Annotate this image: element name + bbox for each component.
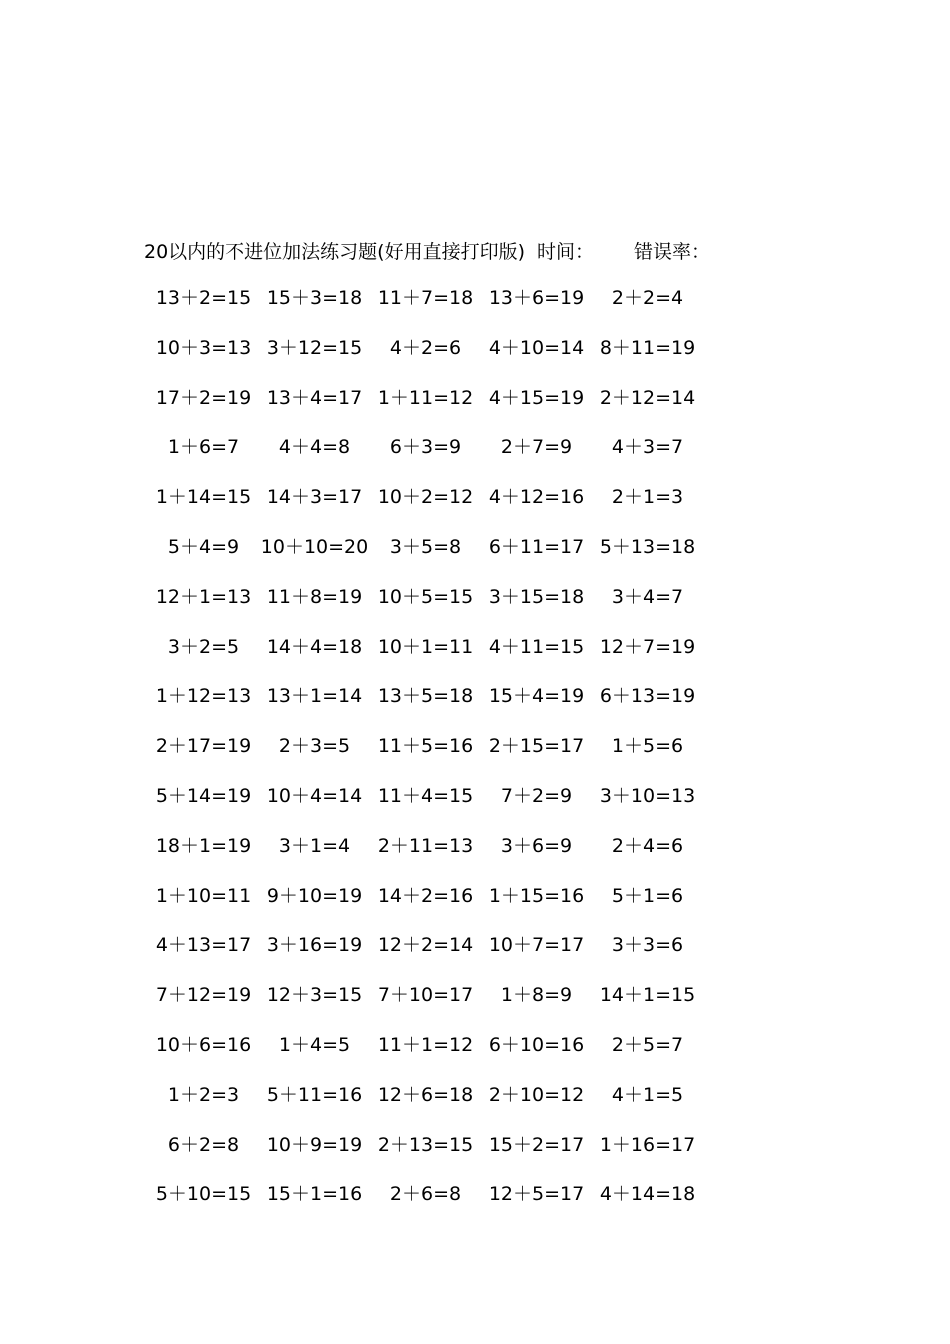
worksheet-title: 20以内的不进位加法练习题(好用直接打印版): [144, 240, 526, 263]
addition-problem: 6＋13=19: [599, 685, 696, 708]
addition-problem: 2＋4=6: [611, 834, 684, 857]
addition-problem: 4＋13=17: [155, 934, 252, 957]
addition-problem: 3＋3=6: [611, 934, 684, 957]
addition-problem: 2＋13=15: [377, 1133, 474, 1156]
addition-problem: 13＋1=14: [266, 685, 363, 708]
addition-problem: 5＋11=16: [266, 1083, 363, 1106]
addition-problem: 2＋17=19: [155, 735, 252, 758]
addition-problem: 10＋5=15: [377, 585, 474, 608]
addition-problem: 3＋2=5: [167, 635, 240, 658]
addition-problem: 5＋13=18: [599, 535, 696, 558]
addition-problem: 3＋1=4: [278, 834, 351, 857]
problem-row: [148, 1131, 703, 1181]
addition-problem: 1＋15=16: [488, 884, 585, 907]
addition-problem: 5＋10=15: [155, 1183, 252, 1206]
addition-problem: 15＋3=18: [266, 287, 363, 309]
addition-problem: 4＋3=7: [611, 436, 684, 459]
addition-problem: 13＋5=18: [377, 685, 474, 708]
addition-problem: 1＋14=15: [155, 486, 252, 509]
addition-problem: 10＋2=12: [377, 486, 474, 509]
addition-problem: 3＋5=8: [389, 535, 462, 558]
addition-problem: 7＋12=19: [155, 984, 252, 1007]
addition-problem: 15＋1=16: [266, 1183, 363, 1206]
addition-problem: 2＋7=9: [500, 436, 573, 459]
addition-problem: 12＋3=15: [266, 984, 363, 1007]
addition-problem: 2＋15=17: [488, 735, 585, 758]
addition-problem: 7＋2=9: [500, 784, 573, 807]
addition-problem: 4＋11=15: [488, 635, 585, 658]
addition-problem: 15＋2=17: [488, 1133, 585, 1156]
addition-problem: 2＋6=8: [389, 1183, 462, 1206]
worksheet-header: [144, 236, 710, 264]
addition-problem: 3＋12=15: [266, 336, 363, 359]
addition-problem: 5＋14=19: [155, 784, 252, 807]
addition-problem: 2＋2=4: [611, 287, 684, 309]
error-rate-label: 错误率：: [634, 240, 711, 263]
problem-row: [148, 782, 703, 832]
problem-row: [148, 1180, 703, 1230]
addition-problem: 2＋3=5: [278, 735, 351, 758]
problem-row: [148, 483, 703, 533]
addition-problem: 14＋2=16: [377, 884, 474, 907]
addition-problem: 3＋4=7: [611, 585, 684, 608]
problem-row: [148, 633, 703, 683]
problem-row: [148, 832, 703, 882]
addition-problem: 14＋4=18: [266, 635, 363, 658]
problem-row: [148, 931, 703, 981]
addition-problem: 2＋12=14: [599, 386, 696, 409]
addition-problem: 1＋6=7: [167, 436, 240, 459]
problem-grid: [148, 284, 703, 1230]
addition-problem: 1＋8=9: [500, 984, 573, 1007]
addition-problem: 1＋2=3: [167, 1083, 240, 1106]
addition-problem: 5＋4=9: [167, 535, 240, 558]
addition-problem: 12＋6=18: [377, 1083, 474, 1106]
addition-problem: 10＋6=16: [155, 1033, 252, 1056]
addition-problem: 9＋10=19: [266, 884, 363, 907]
problem-row: [148, 682, 703, 732]
addition-problem: 1＋16=17: [599, 1133, 696, 1156]
addition-problem: 11＋4=15: [377, 784, 474, 807]
problem-row: [148, 384, 703, 434]
addition-problem: 1＋5=6: [611, 735, 684, 758]
addition-problem: 10＋1=11: [377, 635, 474, 658]
addition-problem: 10＋3=13: [155, 336, 252, 359]
addition-problem: 15＋4=19: [488, 685, 585, 708]
addition-problem: 11＋8=19: [266, 585, 363, 608]
problem-row: [148, 583, 703, 633]
addition-problem: 1＋12=13: [155, 685, 252, 708]
problem-row: [148, 1031, 703, 1081]
addition-problem: 10＋4=14: [266, 784, 363, 807]
addition-problem: 3＋10=13: [599, 784, 696, 807]
addition-problem: 11＋7=18: [377, 287, 474, 309]
addition-problem: 2＋11=13: [377, 834, 474, 857]
addition-problem: 1＋4=5: [278, 1033, 351, 1056]
problem-row: [148, 981, 703, 1031]
addition-problem: 10＋7=17: [488, 934, 585, 957]
addition-problem: 12＋1=13: [155, 585, 252, 608]
addition-problem: 7＋10=17: [377, 984, 474, 1007]
addition-problem: 4＋14=18: [599, 1183, 696, 1206]
addition-problem: 17＋2=19: [155, 386, 252, 409]
problem-row: [148, 882, 703, 932]
addition-problem: 6＋2=8: [167, 1133, 240, 1156]
addition-problem: 4＋2=6: [389, 336, 462, 359]
addition-problem: 2＋1=3: [611, 486, 684, 509]
addition-problem: 2＋10=12: [488, 1083, 585, 1106]
addition-problem: 12＋5=17: [488, 1183, 585, 1206]
addition-problem: 10＋9=19: [266, 1133, 363, 1156]
addition-problem: 11＋1=12: [377, 1033, 474, 1056]
addition-problem: 5＋1=6: [611, 884, 684, 907]
time-label: 时间：: [537, 240, 595, 263]
addition-problem: 13＋6=19: [488, 287, 585, 309]
addition-problem: 1＋10=11: [155, 884, 252, 907]
addition-problem: 4＋15=19: [488, 386, 585, 409]
addition-problem: 18＋1=19: [155, 834, 252, 857]
problem-row: [148, 334, 703, 384]
addition-problem: 6＋3=9: [389, 436, 462, 459]
addition-problem: 12＋7=19: [599, 635, 696, 658]
addition-problem: 13＋4=17: [266, 386, 363, 409]
addition-problem: 3＋15=18: [488, 585, 585, 608]
addition-problem: 4＋1=5: [611, 1083, 684, 1106]
addition-problem: 8＋11=19: [599, 336, 696, 359]
addition-problem: 3＋6=9: [500, 834, 573, 857]
addition-problem: 1＋11=12: [377, 386, 474, 409]
addition-problem: 4＋12=16: [488, 486, 585, 509]
addition-problem: 6＋11=17: [488, 535, 585, 558]
problem-row: [148, 1081, 703, 1131]
addition-problem: 14＋3=17: [266, 486, 363, 509]
addition-problem: 10＋10=20: [260, 535, 369, 558]
addition-problem: 12＋2=14: [377, 934, 474, 957]
addition-problem: 14＋1=15: [599, 984, 696, 1007]
problem-row: [148, 284, 703, 334]
problem-row: [148, 433, 703, 483]
addition-problem: 11＋5=16: [377, 735, 474, 758]
problem-row: [148, 732, 703, 782]
addition-problem: 2＋5=7: [611, 1033, 684, 1056]
problem-row: [148, 533, 703, 583]
addition-problem: 13＋2=15: [155, 287, 252, 309]
addition-problem: 6＋10=16: [488, 1033, 585, 1056]
addition-problem: 4＋10=14: [488, 336, 585, 359]
addition-problem: 3＋16=19: [266, 934, 363, 957]
addition-problem: 4＋4=8: [278, 436, 351, 459]
